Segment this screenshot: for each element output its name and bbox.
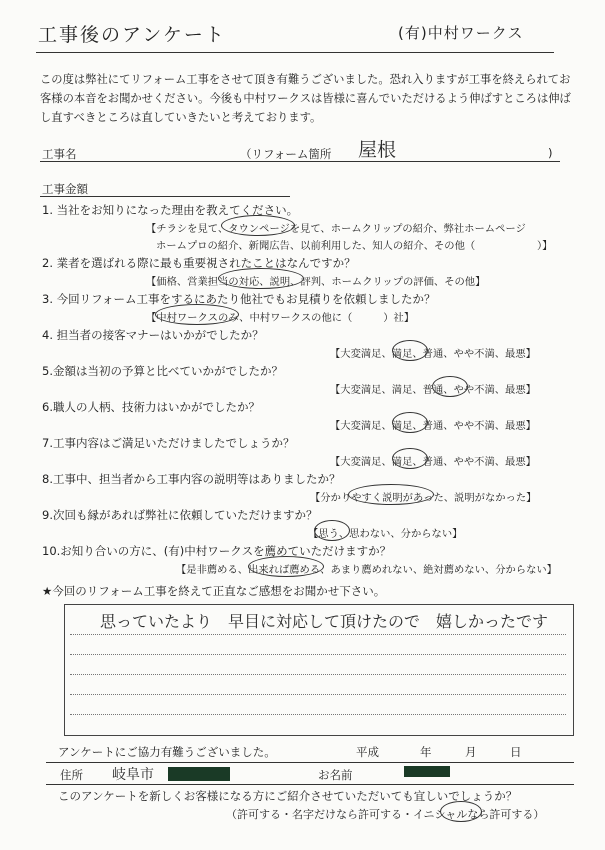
question-8: 8.工事中、担当者から工事内容の説明等はありましたか？	[42, 472, 341, 486]
footer-rule-bottom	[46, 784, 574, 785]
question-1: 1. 当社をお知りになった理由を教えてください。	[42, 203, 299, 217]
answer-circle-permission	[440, 801, 482, 822]
question-6-options[interactable]: 【大変満足、満足、普通、やや不満、最悪】	[330, 420, 536, 432]
company-name: (有)中村ワークス	[398, 24, 524, 42]
koji-close: )	[548, 146, 553, 160]
question-8-options[interactable]: 【分かりやすく説明があった、説明がなかった】	[310, 492, 537, 504]
koji-label: 工事名	[42, 147, 77, 161]
answer-circle-q4	[392, 340, 428, 361]
question-9-options[interactable]: 【思う、思わない、分からない】	[308, 528, 463, 540]
comment-line	[70, 714, 566, 715]
question-3: 3. 今回リフォーム工事をするにあたり他社でもお見積りを依頼しましたか？	[42, 292, 436, 306]
question-7: 7.工事内容はご満足いただけましたでしょうか？	[42, 436, 295, 450]
name-redaction	[404, 766, 450, 777]
answer-circle-q7	[392, 448, 428, 469]
question-5: 5.金額は当初の予算と比べていかがでしたか？	[42, 364, 283, 378]
question-2-options[interactable]: 【価格、営業担当の対応、説明、評判、ホームクリップの評価、その他】	[146, 276, 486, 288]
answer-circle-q5	[432, 376, 468, 397]
question-5-options[interactable]: 【大変満足、満足、普通、やや不満、最悪】	[330, 384, 536, 396]
date-month: 月	[465, 745, 477, 759]
question-4-options[interactable]: 【大変満足、満足、普通、やや不満、最悪】	[330, 348, 536, 360]
comment-line	[70, 674, 566, 675]
amount-underline[interactable]	[40, 196, 290, 197]
title-rule	[36, 52, 554, 53]
answer-circle-q2	[218, 268, 304, 289]
question-4: 4. 担当者の接客マナーはいかがでしたか？	[42, 328, 264, 342]
question-9: 9.次回も縁があれば弊社に依頼していただけますか？	[42, 508, 318, 522]
comment-line	[70, 654, 566, 655]
address-value[interactable]: 岐阜市	[112, 767, 154, 783]
comment-prompt: ★今回のリフォーム工事を終えて正直なご感想をお聞かせ下さい。	[42, 584, 386, 598]
footer-rule-top	[46, 762, 574, 763]
answer-circle-q8	[348, 484, 434, 505]
comment-line	[70, 694, 566, 695]
question-3-options[interactable]: 【中村ワークスのみ、中村ワークスの他に（ ）社】	[146, 312, 415, 324]
page-title: 工事後のアンケート	[38, 24, 226, 46]
name-label: お名前	[318, 768, 353, 782]
question-2: 2. 業者を選ばれる際に最も重要視されたことはなんですか？	[42, 256, 356, 270]
address-label: 住所	[60, 768, 83, 782]
date-day: 日	[510, 745, 522, 759]
koji-place-label: （リフォーム箇所	[240, 147, 332, 161]
question-7-options[interactable]: 【大変満足、満足、普通、やや不満、最悪】	[330, 456, 536, 468]
answer-circle-q10	[248, 556, 324, 577]
intro-text: この度は弊社にてリフォーム工事をさせて頂き有難うございました。恐れ入りますが工事を終えられてお客様の本音をお聞かせください。今後も中村ワークスは皆様に喜んでいただけるよう伸ばすところは伸ばし直すべきところは直していきたいと考えております。	[40, 73, 571, 124]
permission-options[interactable]: （許可する・名字だけなら許可する・イニシャルなら許可する）	[226, 808, 545, 821]
answer-circle-q6	[392, 412, 428, 433]
date-year: 年	[420, 745, 432, 759]
question-10-options[interactable]: 【是非薦める、出来れば薦める、あまり薦めれない、絶対薦めない、分からない】	[176, 564, 557, 576]
koji-underline	[40, 161, 560, 162]
comment-handwritten[interactable]: 思っていたより 早目に対応して頂けたので 嬉しかったです	[100, 612, 549, 631]
question-10: 10.お知り合いの方に、(有)中村ワークスを薦めていただけますか？	[42, 544, 392, 558]
koji-place-value[interactable]: 屋根	[358, 139, 397, 161]
answer-circle-q9	[314, 520, 350, 541]
question-6: 6.職人の人柄、技術力はいかがでしたか？	[42, 400, 260, 414]
answer-circle-q1	[221, 215, 295, 236]
date-era: 平成	[356, 745, 379, 759]
question-1-options-line2[interactable]: ホームプロの紹介、新聞広告、以前利用した、知人の紹介、その他（ ）】	[156, 240, 553, 252]
answer-circle-q3	[155, 304, 239, 325]
question-1-options-line1[interactable]: 【チラシを見て、タウンページを見て、ホームクリップの紹介、弊社ホームページ	[146, 223, 526, 235]
amount-label: 工事金額	[42, 182, 88, 196]
address-redaction	[168, 767, 230, 781]
comment-line	[70, 634, 566, 635]
permission-question: このアンケートを新しくお客様になる方にご紹介させていただいても宜しいでしょうか？	[58, 789, 518, 803]
thanks-text: アンケートにご協力有難うございました。	[58, 745, 276, 759]
